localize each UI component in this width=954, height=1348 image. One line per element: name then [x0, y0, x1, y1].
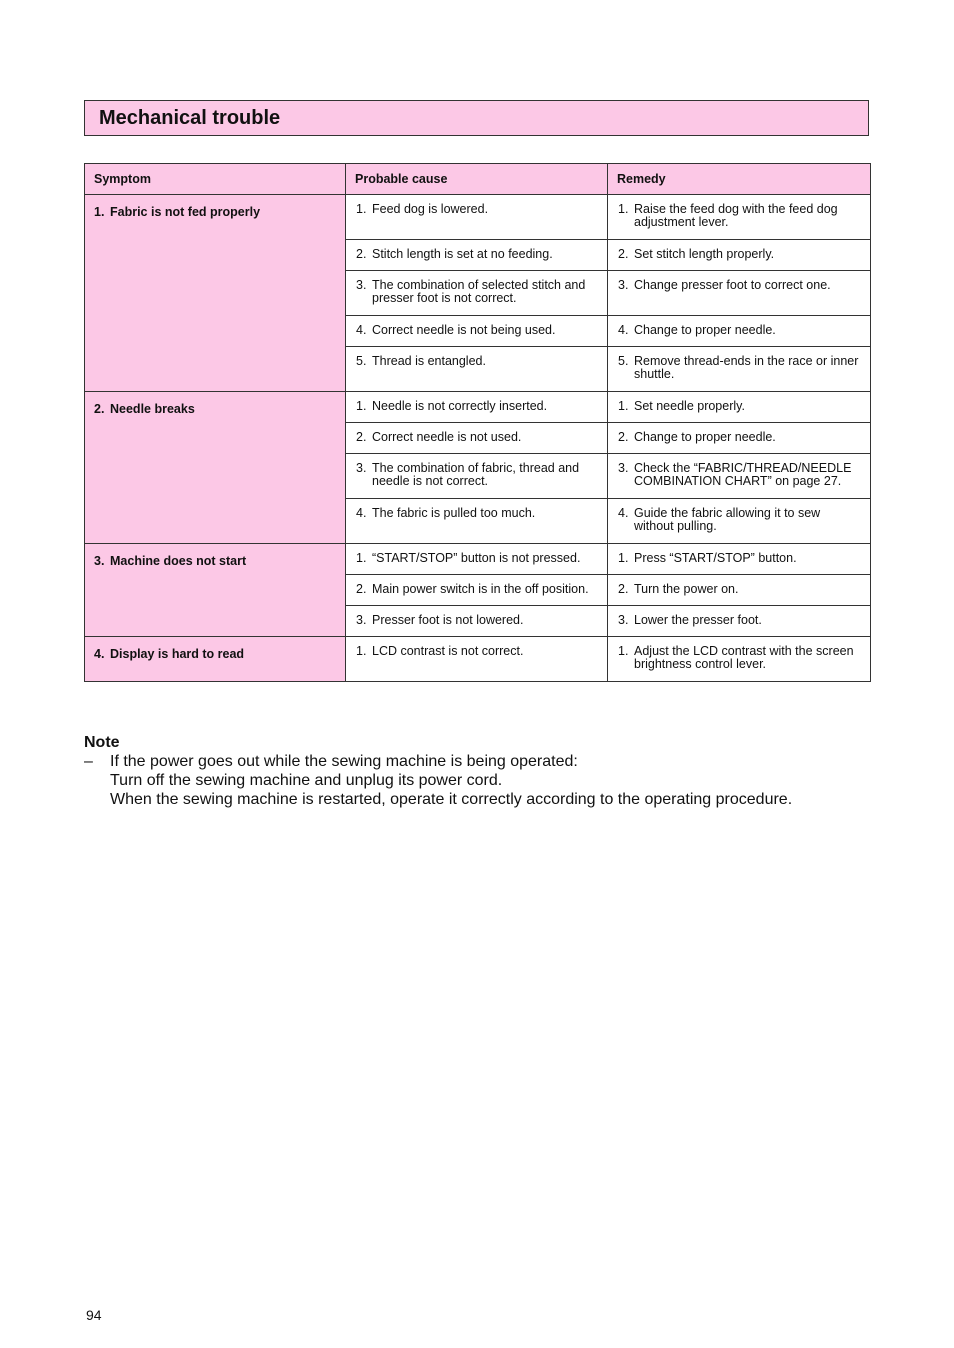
symptom-cell: 4. Display is hard to read	[85, 637, 346, 682]
header-symptom: Symptom	[85, 164, 346, 195]
remedy-text: Remove thread-ends in the race or inner shuttle.	[634, 354, 859, 381]
cause-cell: 3. The combination of selected stitch and presser foot is not correct.	[346, 271, 608, 316]
cause-text: Correct needle is not being used.	[372, 323, 556, 337]
cause-text: LCD contrast is not correct.	[372, 644, 524, 658]
remedy-cell: 4. Guide the fabric allowing it to sew without pulling.	[608, 499, 871, 544]
note-text	[110, 752, 792, 809]
remedy-text: Change to proper needle.	[634, 323, 776, 337]
note-line: When the sewing machine is restarted, operate it correctly according to the operating procedure.	[110, 791, 793, 808]
cause-cell: 1. Needle is not correctly inserted.	[346, 392, 608, 423]
remedy-text: Change presser foot to correct one.	[634, 278, 831, 292]
table-row	[85, 637, 871, 682]
header-remedy: Remedy	[608, 164, 871, 195]
symptom-cell: 3. Machine does not start	[85, 544, 346, 637]
note-block	[84, 733, 792, 809]
table-row	[85, 195, 871, 240]
remedy-text: Press “START/STOP” button.	[634, 551, 797, 565]
remedy-text: Change to proper needle.	[634, 430, 776, 444]
remedy-text: Turn the power on.	[634, 582, 739, 596]
cause-cell: 5. Thread is entangled.	[346, 347, 608, 392]
table-row	[85, 392, 871, 423]
remedy-cell: 1. Set needle properly.	[608, 392, 871, 423]
cause-cell: 3. The combination of fabric, thread and needle is not correct.	[346, 454, 608, 499]
cause-text: The combination of selected stitch and presser foot is not correct.	[372, 278, 586, 305]
cause-text: The fabric is pulled too much.	[372, 506, 536, 520]
remedy-text: Lower the presser foot.	[634, 613, 762, 627]
cause-cell: 4. Correct needle is not being used.	[346, 316, 608, 347]
remedy-text: Check the “FABRIC/THREAD/NEEDLE COMBINATION CHART” on page 27.	[634, 461, 852, 488]
symptom-cell: 2. Needle breaks	[85, 392, 346, 544]
remedy-cell: 1. Press “START/STOP” button.	[608, 544, 871, 575]
header-cause: Probable cause	[346, 164, 608, 195]
remedy-text: Raise the feed dog with the feed dog adjustment lever.	[634, 202, 838, 229]
cause-text: Thread is entangled.	[372, 354, 486, 368]
cause-text: Presser foot is not lowered.	[372, 613, 524, 627]
remedy-text: Set needle properly.	[634, 399, 745, 413]
cause-text: Correct needle is not used.	[372, 430, 522, 444]
cause-cell: 3. Presser foot is not lowered.	[346, 606, 608, 637]
symptom-text: Fabric is not fed properly	[110, 205, 261, 219]
cause-text: Main power switch is in the off position.	[372, 582, 589, 596]
note-heading: Note	[84, 734, 120, 751]
remedy-cell: 4. Change to proper needle.	[608, 316, 871, 347]
trouble-table	[84, 163, 871, 682]
page-number: 94	[86, 1307, 102, 1323]
note-item	[84, 752, 792, 809]
section-title: Mechanical trouble	[99, 107, 281, 129]
remedy-cell: 1. Raise the feed dog with the feed dog adjustment lever.	[608, 195, 871, 240]
remedy-cell: 2. Change to proper needle.	[608, 423, 871, 454]
cause-text: “START/STOP” button is not pressed.	[372, 551, 581, 565]
table-header-row	[85, 164, 871, 195]
remedy-text: Guide the fabric allowing it to sew without pulling.	[634, 506, 821, 533]
remedy-text: Set stitch length properly.	[634, 247, 775, 261]
cause-cell: 1. Feed dog is lowered.	[346, 195, 608, 240]
cause-text: Stitch length is set at no feeding.	[372, 247, 553, 261]
symptom-text: Needle breaks	[110, 402, 195, 416]
symptom-text: Display is hard to read	[110, 647, 245, 661]
remedy-cell: 3. Lower the presser foot.	[608, 606, 871, 637]
remedy-cell: 2. Set stitch length properly.	[608, 240, 871, 271]
cause-cell: 1. LCD contrast is not correct.	[346, 637, 608, 682]
remedy-cell: 2. Turn the power on.	[608, 575, 871, 606]
remedy-cell: 5. Remove thread-ends in the race or inner shuttle.	[608, 347, 871, 392]
note-line: If the power goes out while the sewing machine is being operated:	[110, 753, 578, 770]
section-title-box	[84, 100, 869, 136]
cause-cell: 2. Main power switch is in the off position.	[346, 575, 608, 606]
note-dash: –	[84, 753, 93, 770]
cause-cell: 2. Stitch length is set at no feeding.	[346, 240, 608, 271]
symptom-cell: 1. Fabric is not fed properly	[85, 195, 346, 392]
cause-cell: 2. Correct needle is not used.	[346, 423, 608, 454]
cause-cell: 4. The fabric is pulled too much.	[346, 499, 608, 544]
table-row	[85, 544, 871, 575]
remedy-text: Adjust the LCD contrast with the screen brightness control lever.	[634, 644, 854, 671]
remedy-cell: 1. Adjust the LCD contrast with the screen brightness control lever.	[608, 637, 871, 682]
cause-cell: 1. “START/STOP” button is not pressed.	[346, 544, 608, 575]
cause-text: The combination of fabric, thread and needle is not correct.	[372, 461, 580, 488]
note-line: Turn off the sewing machine and unplug its power cord.	[110, 772, 503, 789]
cause-text: Needle is not correctly inserted.	[372, 399, 548, 413]
cause-text: Feed dog is lowered.	[372, 202, 489, 216]
symptom-text: Machine does not start	[110, 554, 247, 568]
remedy-cell: 3. Check the “FABRIC/THREAD/NEEDLE COMBINATION CHART” on page 27.	[608, 454, 871, 499]
remedy-cell: 3. Change presser foot to correct one.	[608, 271, 871, 316]
